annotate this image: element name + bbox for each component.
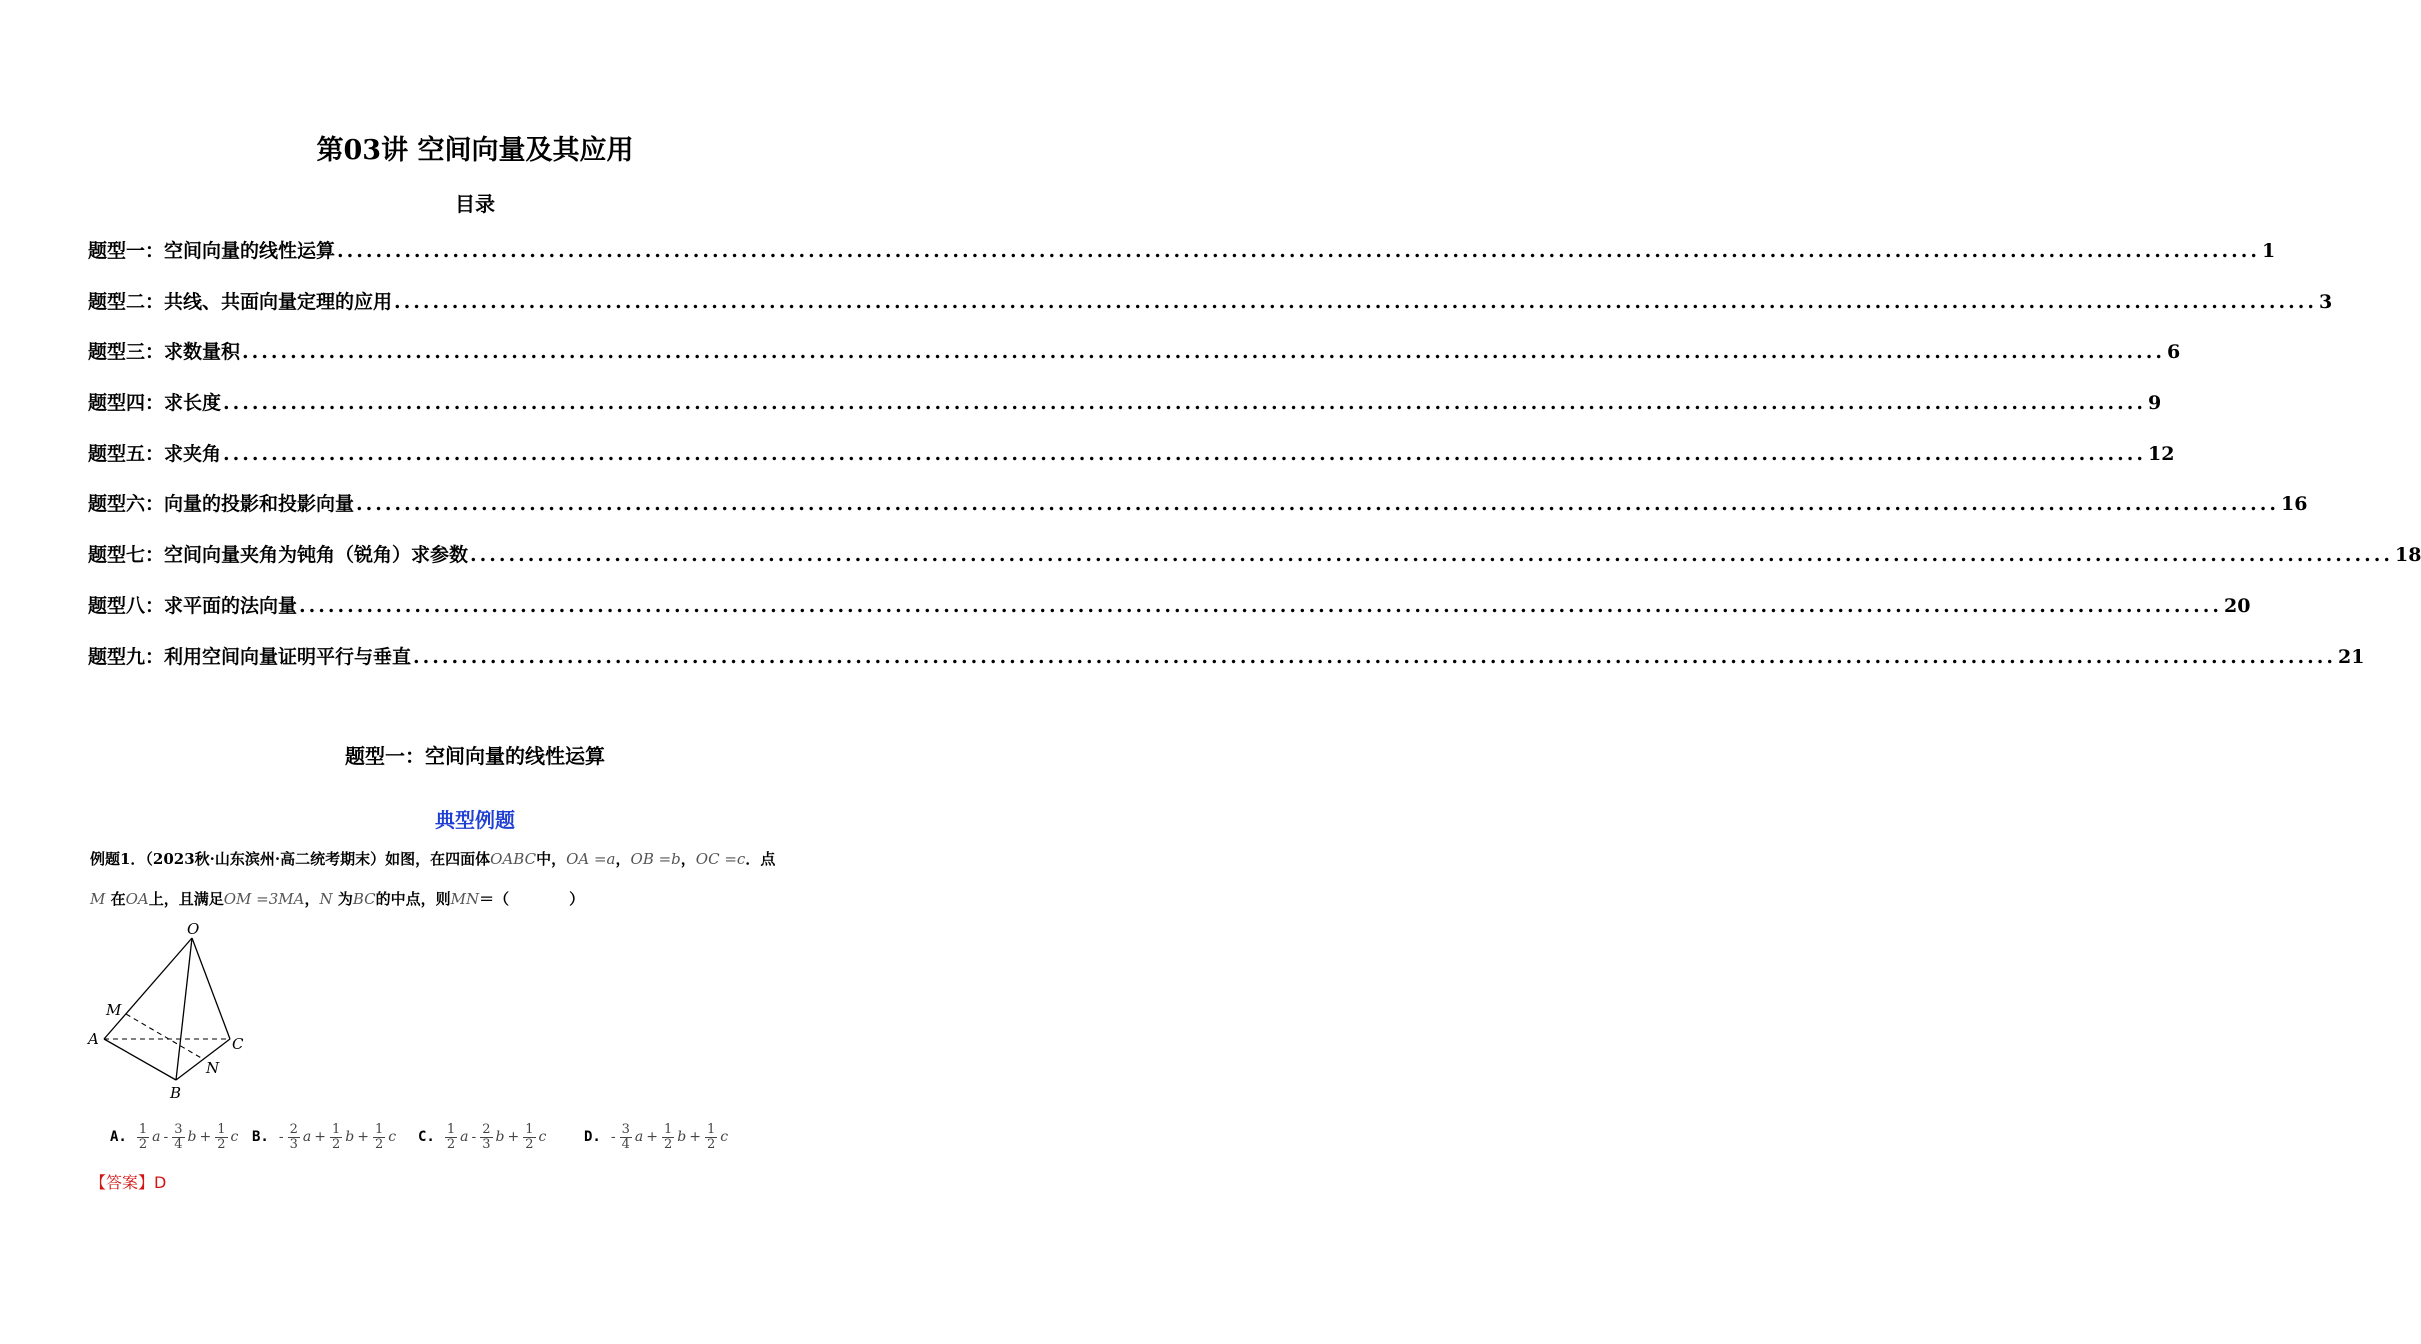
- vector-symbol: a: [302, 1129, 312, 1145]
- page-title: 第03讲 空间向量及其应用: [316, 135, 634, 166]
- operator: +: [507, 1129, 520, 1145]
- toc-item[interactable]: [88, 540, 2421, 591]
- option-expression: [443, 1123, 547, 1151]
- toc-leader-dots: ........................................................................................................................................................................................................: [470, 544, 2393, 567]
- toc-item-page: 6: [2166, 341, 2181, 364]
- question-text: ，: [615, 850, 631, 868]
- toc-leader-dots: ........................................................................................................................................................................................................: [299, 594, 2222, 617]
- label-n: N: [206, 1059, 220, 1077]
- question-text: 上，且满足: [148, 890, 224, 908]
- toc-leader-dots: ........................................................................................................................................................................................................: [337, 240, 2260, 262]
- operator: +: [357, 1129, 369, 1145]
- toc-item-label: 题型六：向量的投影和投影向量: [88, 493, 355, 516]
- option-letter: D.: [584, 1129, 601, 1145]
- fraction: [330, 1123, 342, 1151]
- fraction-denominator: 2: [217, 1136, 226, 1152]
- math-vector-oa: OA =a: [566, 850, 616, 868]
- fraction-denominator: 3: [482, 1136, 491, 1152]
- question-text: 为: [332, 890, 353, 908]
- vector-symbol: a: [460, 1129, 469, 1145]
- edge-oa: [104, 938, 192, 1039]
- option-letter: A.: [110, 1129, 127, 1145]
- fraction: [705, 1123, 717, 1151]
- toc-item-label: 题型八：求平面的法向量: [88, 594, 298, 617]
- fraction-denominator: 2: [374, 1136, 384, 1152]
- label-a: A: [88, 1030, 99, 1048]
- fraction: [215, 1123, 227, 1151]
- toc-item-page: 3: [2318, 290, 2333, 313]
- toc-leader-dots: ........................................................................................................................................................................................................: [356, 493, 2279, 516]
- fraction: [373, 1123, 385, 1151]
- question-text: 例题1．（2023秋·山东滨州·高二统考期末）如图，在四面体: [90, 850, 491, 868]
- operator: +: [199, 1129, 212, 1145]
- toc-heading: 目录: [455, 192, 495, 216]
- fraction: [523, 1123, 535, 1151]
- table-of-contents: [88, 236, 2421, 692]
- fraction-numerator: 2: [289, 1121, 298, 1137]
- math-vector-mn: MN: [450, 890, 480, 908]
- toc-item[interactable]: [88, 489, 2308, 540]
- answer-value: D: [154, 1173, 167, 1192]
- question-line-1: [90, 848, 775, 869]
- segment-mn-dashed: [126, 1014, 203, 1059]
- fraction-denominator: 2: [331, 1136, 341, 1152]
- toc-item-label: 题型四：求长度: [88, 392, 222, 415]
- math-vector-oc: OC =c: [695, 850, 746, 868]
- toc-item[interactable]: [88, 236, 2276, 287]
- option-expression: [135, 1123, 239, 1151]
- fraction-numerator: 1: [706, 1121, 716, 1137]
- fraction-numerator: 2: [482, 1121, 491, 1137]
- edge-oc: [192, 938, 230, 1039]
- edge-ab: [104, 1039, 176, 1080]
- toc-item-label: 题型七：空间向量夹角为钝角（锐角）求参数: [88, 544, 469, 567]
- question-text: 在: [105, 890, 126, 908]
- toc-item-label: 题型九：利用空间向量证明平行与垂直: [88, 645, 412, 668]
- question-text: ＝（ ）: [479, 890, 585, 908]
- fraction-numerator: 1: [138, 1121, 148, 1137]
- fraction-denominator: 4: [621, 1136, 630, 1152]
- question-text: ．点: [745, 850, 776, 868]
- vector-symbol: b: [495, 1129, 505, 1145]
- vector-symbol: c: [538, 1129, 547, 1145]
- toc-item-page: 20: [2223, 594, 2251, 617]
- fraction-denominator: 2: [138, 1136, 148, 1152]
- option-letter: B.: [252, 1129, 269, 1145]
- label-c: C: [232, 1035, 244, 1053]
- toc-leader-dots: ........................................................................................................................................................................................................: [242, 341, 2165, 364]
- fraction-numerator: 3: [174, 1121, 183, 1137]
- option-d[interactable]: [584, 1112, 729, 1162]
- vector-symbol: b: [187, 1129, 197, 1145]
- fraction: [662, 1123, 674, 1151]
- operator: +: [689, 1129, 701, 1145]
- operator: +: [314, 1129, 326, 1145]
- vector-symbol: b: [345, 1129, 355, 1145]
- fraction: [288, 1123, 300, 1151]
- question-text: ，: [304, 890, 320, 908]
- vector-symbol: a: [634, 1129, 644, 1145]
- vector-symbol: c: [720, 1129, 729, 1145]
- section-title: 题型一：空间向量的线性运算: [345, 744, 605, 768]
- math-relation: OM =3MA: [223, 890, 305, 908]
- fraction-denominator: 2: [446, 1136, 456, 1152]
- toc-item-page: 12: [2147, 442, 2175, 465]
- toc-item-page: 18: [2394, 544, 2421, 567]
- fraction: [445, 1123, 457, 1151]
- edge-ob: [176, 938, 192, 1080]
- fraction-numerator: 1: [331, 1121, 341, 1137]
- vector-symbol: b: [677, 1129, 687, 1145]
- toc-item[interactable]: [88, 439, 2175, 490]
- label-o: O: [187, 920, 200, 938]
- toc-item-label: 题型三：求数量积: [88, 341, 241, 364]
- fraction-numerator: 3: [621, 1121, 630, 1137]
- option-a[interactable]: [110, 1112, 239, 1162]
- fraction-denominator: 4: [174, 1136, 183, 1152]
- answer-label: 【答案】: [90, 1173, 155, 1192]
- toc-item[interactable]: [88, 388, 2162, 439]
- fraction-numerator: 1: [663, 1121, 673, 1137]
- toc-item-page: 21: [2337, 645, 2365, 668]
- operator: +: [646, 1129, 658, 1145]
- toc-item-page: 1: [2261, 240, 2276, 262]
- toc-item-page: 9: [2147, 392, 2162, 415]
- toc-item-label: 题型一：空间向量的线性运算: [88, 240, 336, 262]
- fraction-denominator: 2: [706, 1136, 716, 1152]
- answer: [90, 1170, 166, 1193]
- fraction-denominator: 3: [289, 1136, 298, 1152]
- question-line-2: [90, 888, 584, 909]
- option-c[interactable]: [418, 1112, 547, 1162]
- option-b[interactable]: [252, 1112, 397, 1162]
- toc-item[interactable]: [88, 591, 2251, 642]
- fraction: [137, 1123, 149, 1151]
- fraction: [620, 1123, 632, 1151]
- toc-leader-dots: ........................................................................................................................................................................................................: [413, 645, 2336, 668]
- vector-symbol: a: [152, 1129, 161, 1145]
- math-point-m: M: [90, 890, 106, 908]
- toc-item-label: 题型二：共线、共面向量定理的应用: [88, 290, 393, 313]
- question-text: 中，: [536, 850, 567, 868]
- vector-symbol: c: [388, 1129, 397, 1145]
- option-letter: C.: [418, 1129, 435, 1145]
- math-vector-ob: OB =b: [630, 850, 681, 868]
- math-segment-bc: BC: [352, 890, 376, 908]
- fraction-numerator: 1: [446, 1121, 456, 1137]
- vector-symbol: c: [230, 1129, 239, 1145]
- math-segment-oa: OA: [125, 890, 149, 908]
- option-expression: [609, 1123, 729, 1151]
- operator: -: [610, 1129, 616, 1145]
- toc-leader-dots: ........................................................................................................................................................................................................: [223, 392, 2146, 415]
- option-expression: [277, 1123, 397, 1151]
- edge-bc: [176, 1039, 230, 1080]
- fraction-numerator: 1: [525, 1121, 534, 1137]
- fraction-denominator: 2: [525, 1136, 534, 1152]
- label-b: B: [170, 1084, 182, 1102]
- math-point-n: N: [319, 890, 333, 908]
- fraction: [172, 1123, 184, 1151]
- toc-item[interactable]: [88, 337, 2181, 388]
- section-subtitle: 典型例题: [435, 808, 515, 832]
- question-text: ，: [680, 850, 696, 868]
- math-solid: OABC: [490, 850, 537, 868]
- operator: -: [278, 1129, 284, 1145]
- toc-leader-dots: ........................................................................................................................................................................................................: [394, 290, 2317, 313]
- toc-leader-dots: ........................................................................................................................................................................................................: [223, 442, 2146, 465]
- label-m: M: [106, 1001, 122, 1019]
- operator: -: [163, 1129, 169, 1145]
- toc-item-page: 16: [2280, 493, 2308, 516]
- fraction-numerator: 1: [374, 1121, 384, 1137]
- toc-item-label: 题型五：求夹角: [88, 442, 222, 465]
- fraction-denominator: 2: [663, 1136, 673, 1152]
- question-text: 的中点，则: [375, 890, 451, 908]
- operator: -: [471, 1129, 477, 1145]
- toc-item[interactable]: [88, 642, 2365, 693]
- tetrahedron-figure: [84, 918, 254, 1108]
- fraction-numerator: 1: [217, 1121, 226, 1137]
- toc-item[interactable]: [88, 287, 2333, 338]
- fraction: [480, 1123, 492, 1151]
